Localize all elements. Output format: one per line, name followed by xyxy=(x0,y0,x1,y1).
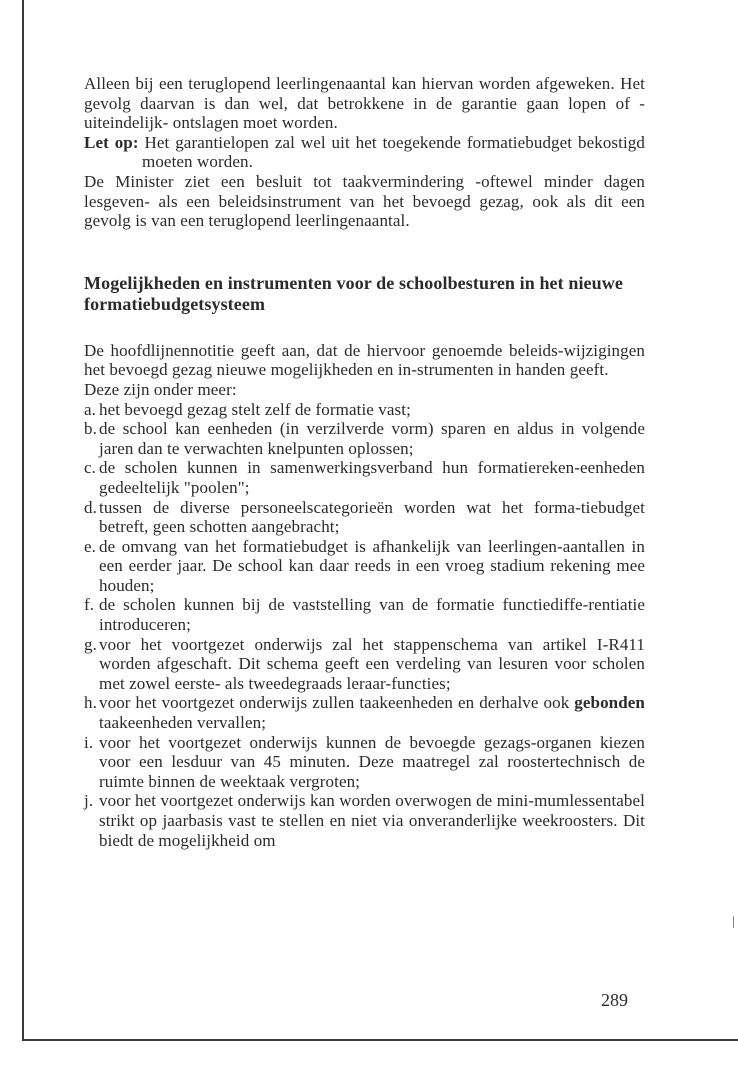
paragraph-2: De Minister ziet een besluit tot taakvermindering -oftewel minder dagen lesgeven- als een beleidsinstrument van het bevoegd gezag, ook als dit een gevolg is van een teruglopend leerlingenaantal. xyxy=(84,171,645,231)
list-marker: f. xyxy=(84,595,95,615)
list-item-text: voor het voortgezet onderwijs kan worden overwogen de mini-mumlessentabel strikt op jaarbasis vast te stellen en niet via onveranderlijke weekroosters. Dit biedt de mogelijkheid om xyxy=(99,791,645,850)
list-item xyxy=(84,791,645,850)
list-item-text: voor het voortgezet onderwijs kunnen de bevoegde gezags-organen kiezen voor een lesduur van 45 minuten. Deze maatregel zal roostertechnisch de ruimte binnen de weektaak vergroten; xyxy=(99,732,645,791)
list-marker: d. xyxy=(84,497,97,517)
list-item-emphasis: gebonden xyxy=(574,693,645,713)
intro-paragraph: De hoofdlijnennotitie geeft aan, dat de hiervoor genoemde beleids-wijzigingen het bevoegd gezag nieuwe mogelijkheden en in-strumenten in handen geeft. xyxy=(84,340,645,380)
page-left-edge xyxy=(22,0,24,1040)
list-item-text: voor het voortgezet onderwijs zullen taakeenheden en derhalve ook xyxy=(99,693,575,713)
list-item xyxy=(84,537,645,596)
page-number: 289 xyxy=(601,990,628,1010)
list-item xyxy=(84,458,645,497)
page-body xyxy=(84,74,645,850)
list-marker: a. xyxy=(84,399,96,419)
list-item xyxy=(84,498,645,537)
list-item-text: de scholen kunnen bij de vaststelling van de formatie functiediffe-rentiatie introduceren; xyxy=(99,595,645,635)
note-paragraph xyxy=(84,133,645,172)
list-item-text: voor het voortgezet onderwijs zal het stappenschema van artikel I-R411 worden afgeschaft. Dit schema geeft een verdeling van lesuren voor scholen met zowel eerste- als tweedegraads leraar-functies; xyxy=(99,634,645,693)
list-item xyxy=(84,419,645,458)
list-marker: g. xyxy=(84,634,97,654)
measures-list xyxy=(84,400,645,851)
section-heading: Mogelijkheden en instrumenten voor de schoolbesturen in het nieuwe formatiebudgetsysteem xyxy=(84,272,623,314)
list-item-text: de school kan eenheden (in verzilverde vorm) sparen en aldus in volgende jaren dan te verwachten knelpunten oplossen; xyxy=(99,419,645,458)
list-marker: e. xyxy=(84,536,96,556)
paragraph-1: Alleen bij een teruglopend leerlingenaantal kan hiervan worden afgeweken. Het gevolg daarvan is dan wel, dat betrokkene in de garantie gaan lopen of -uiteindelijk- ontslagen moet worden. xyxy=(84,74,645,133)
note-label: Let op: xyxy=(84,132,139,152)
scan-mark xyxy=(733,916,734,928)
list-item xyxy=(84,733,645,792)
list-item xyxy=(84,693,645,732)
list-item-text: tussen de diverse personeelscategorieën worden wat het forma-tiebudget betreft, geen schotten aangebracht; xyxy=(99,497,645,537)
list-intro: Deze zijn onder meer: xyxy=(84,379,237,399)
list-item xyxy=(84,595,645,634)
list-item-text: het bevoegd gezag stelt zelf de formatie vast; xyxy=(99,399,411,419)
list-item-text: de omvang van het formatiebudget is afhankelijk van leerlingen-aantallen in een eerder jaar. De school kan daar reeds in een vroeg stadium rekening mee houden; xyxy=(99,536,645,595)
list-item xyxy=(84,400,645,420)
list-marker: b. xyxy=(84,419,97,439)
note-text: Het garantielopen zal wel uit het toegekende formatiebudget bekostigd moeten worden. xyxy=(142,132,645,172)
list-item-text: taakeenheden vervallen; xyxy=(99,713,267,733)
list-marker: j. xyxy=(84,791,94,811)
list-marker: i. xyxy=(84,732,94,752)
list-item xyxy=(84,635,645,694)
list-item-text: de scholen kunnen in samenwerkingsverband hun formatiereken-eenheden gedeeltelijk "poolen"; xyxy=(99,458,645,497)
page-bottom-edge xyxy=(22,1039,738,1041)
list-marker: h. xyxy=(84,693,97,713)
list-marker: c. xyxy=(84,458,96,478)
